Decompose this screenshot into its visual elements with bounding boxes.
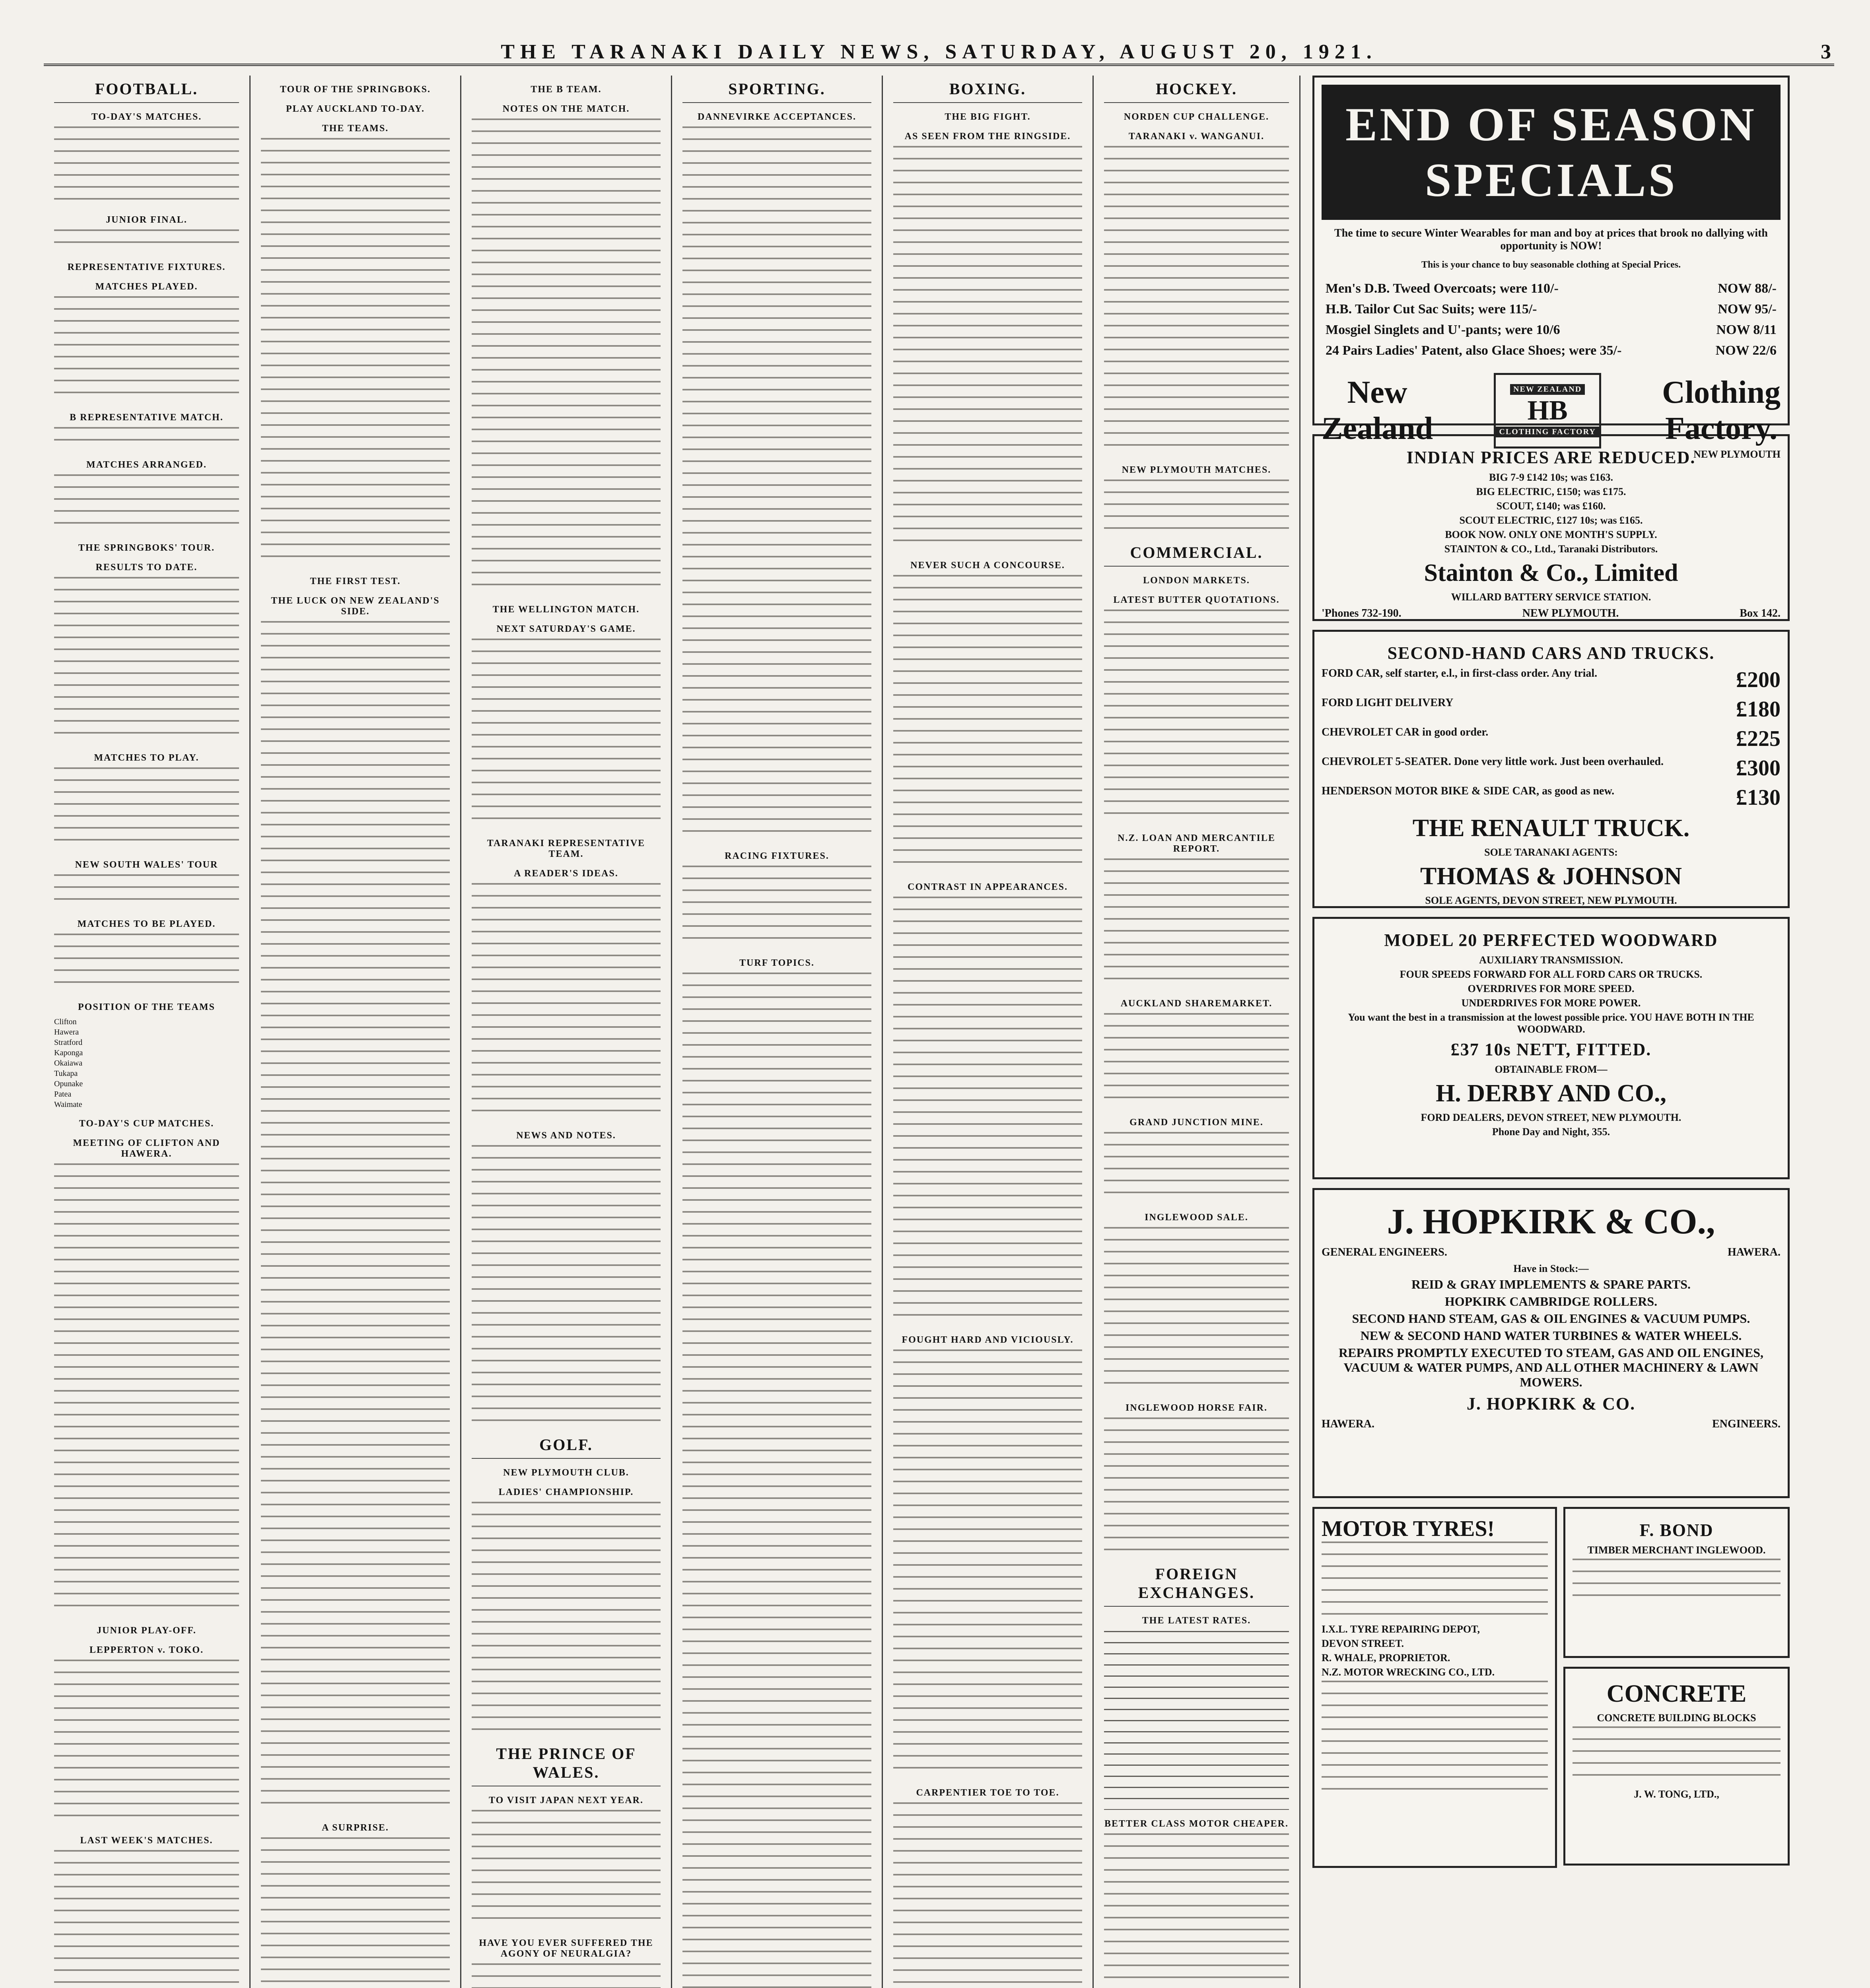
- text-block: [54, 126, 239, 206]
- subhead: TURF TOPICS.: [739, 958, 814, 968]
- subhead: MEETING OF CLIFTON AND HAWERA.: [73, 1138, 220, 1159]
- price-item: NOW 8/11 Mosgiel Singlets and U'-pants; were 10/6: [1326, 322, 1777, 337]
- column-springboks: [251, 76, 461, 1988]
- specials-intro2: This is your chance to buy seasonable clothing at Special Prices.: [1421, 260, 1681, 270]
- text-block: [54, 874, 239, 910]
- indian-line: BIG ELECTRIC, £150; was £175.: [1476, 486, 1626, 497]
- woodward-line: You want the best in a transmission at the lowest possible price. YOU HAVE BOTH IN THE WOODWARD.: [1348, 1011, 1754, 1035]
- hopkirk-line: HOPKIRK CAMBRIDGE ROLLERS.: [1444, 1294, 1658, 1309]
- car-row: CHEVROLET CAR in good order. £225: [1322, 726, 1781, 751]
- thomas-address: SOLE AGENTS, DEVON STREET, NEW PLYMOUTH.: [1425, 895, 1677, 906]
- column-football: [44, 76, 251, 1988]
- golf-heading: GOLF.: [472, 1435, 661, 1459]
- banner-line1: END OF SEASON: [1345, 98, 1757, 151]
- newspaper-title: THE TARANAKI DAILY NEWS, SATURDAY, AUGUST 20, 1921.: [501, 41, 1377, 63]
- text-block: [54, 427, 239, 451]
- text-block: [54, 296, 239, 404]
- text-block: [893, 146, 1082, 551]
- tyres-street: DEVON STREET.: [1322, 1638, 1404, 1649]
- subhead: THE WELLINGTON MATCH.: [492, 604, 640, 615]
- text-block: [261, 1837, 450, 1988]
- subhead: LONDON MARKETS.: [1143, 575, 1250, 586]
- woodward-line: FOUR SPEEDS FORWARD FOR ALL FORD CARS OR TRUCKS.: [1400, 969, 1703, 980]
- team-row: Okaiawa: [54, 1059, 83, 1068]
- text-block: [472, 1810, 661, 1929]
- derby-phone: Phone Day and Night, 355.: [1492, 1126, 1610, 1138]
- subhead: NEW PLYMOUTH CLUB.: [503, 1468, 629, 1478]
- cars-title: SECOND-HAND CARS AND TRUCKS.: [1387, 643, 1715, 663]
- subhead: THE LATEST RATES.: [1142, 1615, 1251, 1626]
- brand-left: New Zealand: [1322, 375, 1433, 446]
- team-row: Stratford: [54, 1038, 83, 1047]
- subhead: INGLEWOOD SALE.: [1145, 1212, 1248, 1223]
- concrete-sub: CONCRETE BUILDING BLOCKS: [1597, 1712, 1756, 1724]
- text-block: [472, 1145, 661, 1431]
- text-block: [893, 1349, 1082, 1779]
- subhead: JUNIOR FINAL.: [106, 215, 187, 225]
- text-block: [54, 934, 239, 993]
- hopkirk-line: REPAIRS PROMPTLY EXECUTED TO STEAM, GAS AND OIL ENGINES, VACUUM & WATER PUMPS, AND ALL OTHER MACHINERY & LAWN MOWERS.: [1338, 1345, 1764, 1389]
- column-advertisements: [1300, 76, 1794, 1988]
- banner-line2: SPECIALS: [1425, 153, 1678, 206]
- brand-row: [1322, 373, 1781, 448]
- car-row: CHEVROLET 5-SEATER. Done very little work. Just been overhauled. £300: [1322, 755, 1781, 780]
- subhead: CARPENTIER TOE TO TOE.: [916, 1788, 1059, 1798]
- text-block: [472, 118, 661, 596]
- hockey-heading: HOCKEY.: [1104, 80, 1289, 103]
- woodward-line: UNDERDRIVES FOR MORE POWER.: [1461, 997, 1641, 1009]
- text-block: [1104, 480, 1289, 539]
- text-block: [1104, 1417, 1289, 1561]
- subhead: A SURPRISE.: [322, 1823, 389, 1833]
- subhead: REPRESENTATIVE FIXTURES.: [67, 262, 226, 272]
- subhead: N.Z. LOAN AND MERCANTILE REPORT.: [1118, 833, 1275, 854]
- text-block: [54, 577, 239, 744]
- subhead: LATEST BUTTER QUOTATIONS.: [1113, 595, 1280, 605]
- team-row: Tukapa: [54, 1069, 78, 1078]
- tyres-firm: I.X.L. TYRE REPAIRING DEPOT,: [1322, 1623, 1480, 1635]
- team-row: Opunake: [54, 1079, 83, 1088]
- woodward-title: MODEL 20 PERFECTED WOODWARD: [1384, 930, 1718, 950]
- text-block: [1104, 610, 1289, 824]
- woodward-price: £37 10s NETT, FITTED.: [1450, 1040, 1652, 1059]
- column-hockey-commercial: [1094, 76, 1300, 1988]
- derby-address: FORD DEALERS, DEVON STREET, NEW PLYMOUTH.: [1421, 1112, 1681, 1123]
- subhead: MATCHES TO BE PLAYED.: [77, 919, 216, 929]
- subhead: GRAND JUNCTION MINE.: [1129, 1117, 1264, 1128]
- team-row: Waimate: [54, 1100, 82, 1109]
- subhead: RACING FIXTURES.: [725, 851, 829, 861]
- team-row: Patea: [54, 1090, 72, 1099]
- specials-banner: [1322, 85, 1781, 220]
- hopkirk-ad: [1312, 1188, 1790, 1498]
- subhead: DANNEVIRKE ACCEPTANCES.: [698, 112, 856, 122]
- text-block: [261, 138, 450, 567]
- indian-line: SCOUT, £140; was £160.: [1496, 500, 1606, 512]
- subhead: PLAY AUCKLAND TO-DAY.: [286, 104, 425, 114]
- subhead: INGLEWOOD HORSE FAIR.: [1125, 1403, 1267, 1413]
- columns: [44, 76, 1834, 1988]
- text-block: [682, 126, 871, 842]
- subhead: NORDEN CUP CHALLENGE.: [1124, 112, 1269, 122]
- subhead: RESULTS TO DATE.: [95, 562, 198, 573]
- subhead: TARANAKI v. WANGANUI.: [1128, 131, 1265, 142]
- bond-sub: TIMBER MERCHANT INGLEWOOD.: [1587, 1544, 1766, 1556]
- subhead: BETTER CLASS MOTOR CHEAPER.: [1104, 1819, 1289, 1829]
- column-boxing: [883, 76, 1094, 1988]
- text-block: [1104, 1833, 1289, 1988]
- subhead: NEW PLYMOUTH MATCHES.: [1122, 465, 1271, 475]
- right-ads-stack: [1563, 1507, 1790, 1877]
- indian-ad: [1312, 434, 1790, 621]
- subhead: NEVER SUCH A CONCOURSE.: [910, 560, 1065, 571]
- text-block: [1573, 1726, 1781, 1786]
- subhead: NEWS AND NOTES.: [516, 1130, 616, 1141]
- woodward-line: OVERDRIVES FOR MORE SPEED.: [1468, 983, 1635, 994]
- indian-line: BOOK NOW. ONLY ONE MONTH'S SUPPLY.: [1445, 529, 1657, 540]
- text-block: [54, 1660, 239, 1827]
- text-block: [1104, 858, 1289, 990]
- hopkirk-line: REID & GRAY IMPLEMENTS & SPARE PARTS.: [1411, 1277, 1691, 1291]
- indian-agents: STAINTON & CO., Ltd., Taranaki Distributors.: [1444, 543, 1658, 555]
- subhead: NEXT SATURDAY'S GAME.: [496, 624, 636, 634]
- subhead: LEPPERTON v. TOKO.: [89, 1645, 204, 1655]
- text-block: [1104, 1013, 1289, 1109]
- car-row: FORD LIGHT DELIVERY £180: [1322, 697, 1781, 722]
- price-item: NOW 22/6 24 Pairs Ladies' Patent, also Glace Shoes; were 35/-: [1326, 343, 1777, 358]
- team-row: Kaponga: [54, 1048, 83, 1057]
- indian-title: INDIAN PRICES ARE REDUCED.: [1406, 448, 1696, 467]
- subhead: MATCHES ARRANGED.: [86, 460, 207, 470]
- car-row: FORD CAR, self starter, e.l., in first-class order. Any trial. £200: [1322, 667, 1781, 692]
- sole-agents: SOLE TARANAKI AGENTS:: [1484, 846, 1618, 858]
- text-block: [472, 1502, 661, 1740]
- hopkirk-sign: J. HOPKIRK & CO.: [1466, 1394, 1636, 1413]
- subhead: NOTES ON THE MATCH.: [502, 104, 630, 114]
- tyres-ad: [1312, 1507, 1557, 1868]
- subhead: B REPRESENTATIVE MATCH.: [70, 412, 224, 423]
- bond-title: F. BOND: [1639, 1520, 1714, 1540]
- concrete-title: CONCRETE: [1606, 1680, 1747, 1707]
- text-block: [54, 229, 239, 253]
- subhead: LADIES' CHAMPIONSHIP.: [498, 1487, 634, 1497]
- team-table: [54, 1017, 239, 1110]
- text-block: [472, 883, 661, 1122]
- text-block: [1573, 1559, 1781, 1606]
- text-block: [1322, 1541, 1548, 1621]
- indian-line: BIG 7-9 £142 10s; was £163.: [1489, 472, 1613, 483]
- commercial-heading: COMMERCIAL.: [1104, 543, 1289, 567]
- price-list: [1326, 278, 1777, 361]
- concrete-ad: [1563, 1667, 1790, 1866]
- text-block: [1104, 146, 1289, 456]
- subhead: A READER'S IDEAS.: [514, 868, 618, 879]
- subhead: TO-DAY'S CUP MATCHES.: [79, 1118, 214, 1129]
- subhead: JUNIOR PLAY-OFF.: [97, 1625, 196, 1636]
- subhead: THE LUCK ON NEW ZEALAND'S SIDE.: [271, 596, 440, 617]
- wrecking-title: N.Z. MOTOR WRECKING CO., LTD.: [1322, 1666, 1495, 1678]
- subhead: TARANAKI REPRESENTATIVE TEAM.: [487, 838, 645, 859]
- tyres-owner: R. WHALE, PROPRIETOR.: [1322, 1652, 1450, 1664]
- text-block: [261, 621, 450, 1814]
- subhead: TOUR OF THE SPRINGBOKS.: [280, 84, 431, 95]
- subhead: POSITION OF THE TEAMS: [78, 1002, 215, 1012]
- subhead: CONTRAST IN APPEARANCES.: [908, 882, 1068, 892]
- woodward-sub: AUXILIARY TRANSMISSION.: [1479, 954, 1623, 966]
- derby-name: H. DERBY AND CO.,: [1436, 1080, 1666, 1107]
- price-item: NOW 88/- Men's D.B. Tweed Overcoats; were 110/-: [1326, 281, 1777, 296]
- specials-intro: The time to secure Winter Wearables for man and boy at prices that brook no dallying with opportunity is NOW!: [1334, 227, 1768, 252]
- woodward-ad: [1312, 917, 1790, 1179]
- price-item: NOW 95/- H.B. Tailor Cut Sac Suits; were 115/-: [1326, 302, 1777, 316]
- text-block: [1322, 1681, 1548, 1800]
- text-block: [893, 897, 1082, 1326]
- sporting-heading: SPORTING.: [682, 80, 871, 103]
- page-number: 3: [1821, 41, 1834, 63]
- subhead: LAST WEEK'S MATCHES.: [80, 1835, 213, 1846]
- subhead: THE SPRINGBOKS' TOUR.: [78, 543, 215, 553]
- thomas-johnson: THOMAS & JOHNSON: [1420, 863, 1682, 890]
- hopkirk-line: SECOND HAND STEAM, GAS & OIL ENGINES & VACUUM PUMPS.: [1352, 1311, 1750, 1326]
- column-b-team: [461, 76, 672, 1988]
- hopkirk-stock: Have in Stock:—: [1513, 1263, 1589, 1274]
- text-block: [682, 973, 871, 1988]
- text-block: [54, 1163, 239, 1617]
- hb-logo-icon: NEW ZEALAND HB CLOTHING FACTORY: [1494, 373, 1601, 448]
- subhead: MATCHES TO PLAY.: [94, 753, 199, 763]
- subhead: THE BIG FIGHT.: [945, 112, 1031, 122]
- brand-right: Clothing Factory.: [1662, 375, 1781, 446]
- subhead: THE FIRST TEST.: [310, 576, 401, 586]
- team-row: Hawera: [54, 1028, 79, 1037]
- concrete-firm: J. W. TONG, LTD.,: [1634, 1788, 1719, 1800]
- tyres-title: MOTOR TYRES!: [1322, 1516, 1495, 1541]
- foreign-exchanges-heading: FOREIGN EXCHANGES.: [1104, 1565, 1289, 1607]
- text-block: [54, 1850, 239, 1988]
- renault-title: THE RENAULT TRUCK.: [1412, 815, 1690, 842]
- bond-ad: [1563, 1507, 1790, 1658]
- woodward-obtain: OBTAINABLE FROM—: [1495, 1064, 1608, 1075]
- football-heading: FOOTBALL.: [54, 80, 239, 103]
- text-block: [472, 1963, 661, 1988]
- bottom-ads: [1312, 1507, 1790, 1877]
- exchange-table: [1104, 1631, 1289, 1810]
- brand-place: NEW PLYMOUTH: [1693, 448, 1781, 460]
- indian-line: SCOUT ELECTRIC, £127 10s; was £165.: [1459, 514, 1643, 526]
- hopkirk-sign-row: HAWERA. ENGINEERS.: [1322, 1418, 1781, 1430]
- hopkirk-sub-row: GENERAL ENGINEERS. HAWERA.: [1322, 1246, 1781, 1258]
- hopkirk-line: NEW & SECOND HAND WATER TURBINES & WATER WHEELS.: [1360, 1328, 1742, 1343]
- subhead: TO-DAY'S MATCHES.: [91, 112, 202, 122]
- subhead: THE B TEAM.: [531, 84, 602, 95]
- subhead: TO VISIT JAPAN NEXT YEAR.: [489, 1795, 643, 1806]
- subhead: AS SEEN FROM THE RINGSIDE.: [904, 131, 1071, 142]
- text-block: [893, 1802, 1082, 1988]
- subhead: MATCHES PLAYED.: [95, 282, 198, 292]
- text-block: [472, 639, 661, 829]
- team-row: Clifton: [54, 1017, 77, 1026]
- stainton-contact: 'Phones 732-190. NEW PLYMOUTH. Box 142.: [1322, 607, 1781, 619]
- boxing-heading: BOXING.: [893, 80, 1082, 103]
- text-block: [893, 575, 1082, 873]
- stainton-name: Stainton & Co., Limited: [1424, 559, 1678, 586]
- stainton-station: WILLARD BATTERY SERVICE STATION.: [1451, 591, 1651, 603]
- masthead: [44, 28, 1834, 66]
- text-block: [54, 767, 239, 851]
- subhead: HAVE YOU EVER SUFFERED THE AGONY OF NEURALGIA?: [479, 1938, 653, 1959]
- wales-heading: THE PRINCE OF WALES.: [472, 1744, 661, 1786]
- text-block: [54, 474, 239, 534]
- subhead: NEW SOUTH WALES' TOUR: [75, 860, 218, 870]
- subhead: AUCKLAND SHAREMARKET.: [1120, 998, 1273, 1009]
- subhead: THE TEAMS.: [322, 123, 389, 134]
- column-sporting: [672, 76, 883, 1988]
- text-block: [682, 866, 871, 949]
- car-row: HENDERSON MOTOR BIKE & SIDE CAR, as good as new. £130: [1322, 785, 1781, 810]
- text-block: [1104, 1132, 1289, 1204]
- text-block: [1104, 1227, 1289, 1394]
- cars-ad: [1312, 630, 1790, 908]
- hopkirk-title: J. HOPKIRK & CO.,: [1387, 1202, 1715, 1241]
- subhead: FOUGHT HARD AND VICIOUSLY.: [902, 1335, 1074, 1345]
